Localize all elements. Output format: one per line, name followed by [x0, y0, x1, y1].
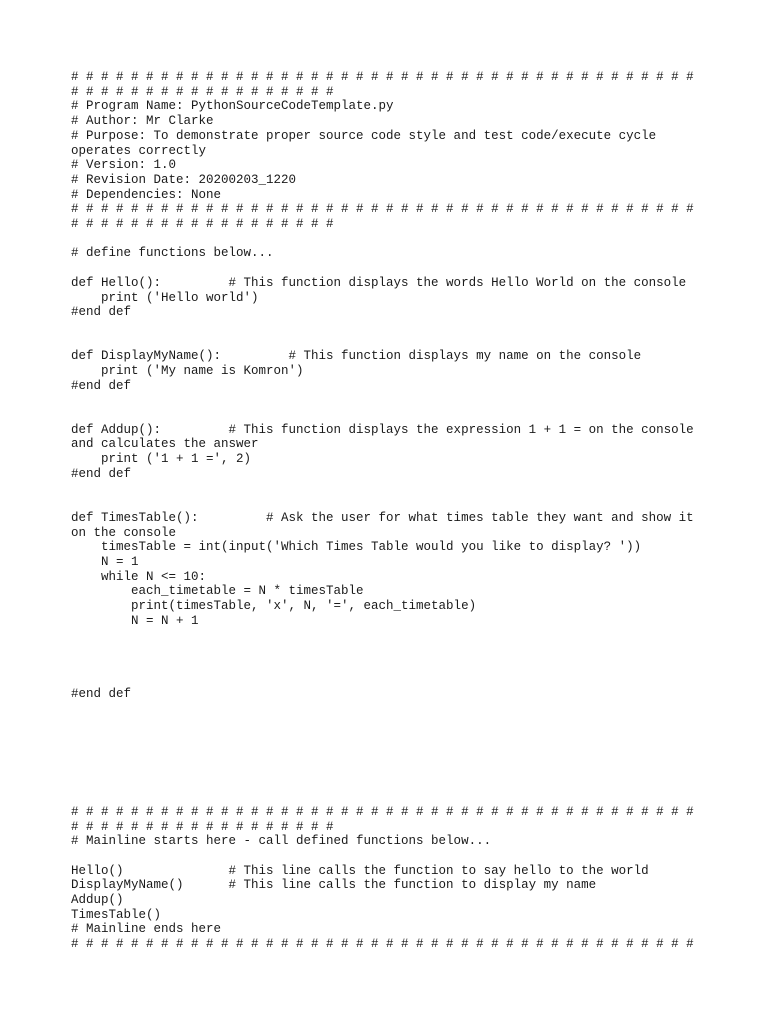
code-line: #end def [71, 466, 132, 481]
code-line: DisplayMyName() # This line calls the function to display my name [71, 878, 597, 893]
code-line [71, 673, 711, 688]
code-line: # # # # # # # # # # # # # # # # # # # # # # # # # # # # # # # # # # # # # # # # # # [71, 804, 694, 819]
code-line [71, 717, 711, 732]
code-line: each_timetable = N * timesTable [71, 584, 364, 599]
code-line: def DisplayMyName(): # This function displays my name on the console [71, 349, 642, 364]
code-line: # Mainline ends here [71, 922, 222, 937]
code-line [71, 320, 711, 335]
code-line: operates correctly [71, 143, 207, 158]
code-line [71, 496, 711, 511]
code-line [71, 335, 711, 350]
code-line: # Dependencies: None [71, 187, 222, 202]
code-line [71, 629, 711, 644]
code-line: while N <= 10: [71, 569, 207, 584]
code-line [71, 393, 711, 408]
code-line: # Version: 1.0 [71, 158, 177, 173]
code-line [71, 408, 711, 423]
code-line: #end def [71, 687, 132, 702]
code-line: TimesTable() [71, 907, 162, 922]
code-line: print ('Hello world') [71, 290, 259, 305]
code-line: Hello() # This line calls the function to say hello to the world [71, 863, 649, 878]
code-line: N = N + 1 [71, 613, 199, 628]
code-line: and calculates the answer [71, 437, 259, 452]
code-line [71, 643, 711, 658]
code-line: print ('My name is Komron') [71, 364, 304, 378]
code-line [71, 761, 711, 776]
code-line: # # # # # # # # # # # # # # # # # # [71, 84, 334, 99]
code-line [71, 702, 711, 717]
code-line [71, 658, 711, 673]
code-line: # Purpose: To demonstrate proper source code style and test code/execute cycle [71, 128, 657, 143]
code-line: # # # # # # # # # # # # # # # # # # [71, 819, 334, 834]
code-line: # Mainline starts here - call defined functions below... [71, 834, 492, 849]
code-line [71, 731, 711, 746]
source-code-listing [71, 70, 711, 952]
code-line: def TimesTable(): # Ask the user for what times table they want and show it [71, 510, 694, 525]
code-line [71, 746, 711, 761]
code-line: # Author: Mr Clarke [71, 114, 214, 129]
code-line: timesTable = int(input('Which Times Table would you like to display? ')) [71, 540, 642, 555]
code-line: print(timesTable, 'x', N, '=', each_timetable) [71, 599, 477, 614]
code-line: # # # # # # # # # # # # # # # # # # [71, 217, 334, 232]
code-line: #end def [71, 378, 132, 393]
code-line [71, 849, 711, 864]
code-line: def Hello(): # This function displays the words Hello World on the console [71, 275, 687, 290]
code-line: print ('1 + 1 =', 2) [71, 452, 252, 467]
code-line [71, 775, 711, 790]
code-line [71, 790, 711, 805]
code-line: N = 1 [71, 555, 139, 570]
code-line: # define functions below... [71, 246, 274, 261]
code-line: Addup() [71, 893, 124, 908]
code-line: #end def [71, 305, 132, 320]
code-line: # # # # # # # # # # # # # # # # # # # # # # # # # # # # # # # # # # # # # # # # # # [71, 202, 694, 217]
code-line [71, 482, 711, 497]
code-line: on the console [71, 525, 177, 540]
code-line: # Program Name: PythonSourceCodeTemplate.py [71, 99, 394, 114]
code-line: # # # # # # # # # # # # # # # # # # # # # # # # # # # # # # # # # # # # # # # # # # [71, 937, 694, 952]
code-line [71, 261, 711, 276]
code-line: # # # # # # # # # # # # # # # # # # # # # # # # # # # # # # # # # # # # # # # # # # [71, 70, 694, 84]
code-line: # Revision Date: 20200203_1220 [71, 172, 297, 187]
code-line: def Addup(): # This function displays the expression 1 + 1 = on the console [71, 422, 694, 437]
code-line [71, 232, 711, 247]
